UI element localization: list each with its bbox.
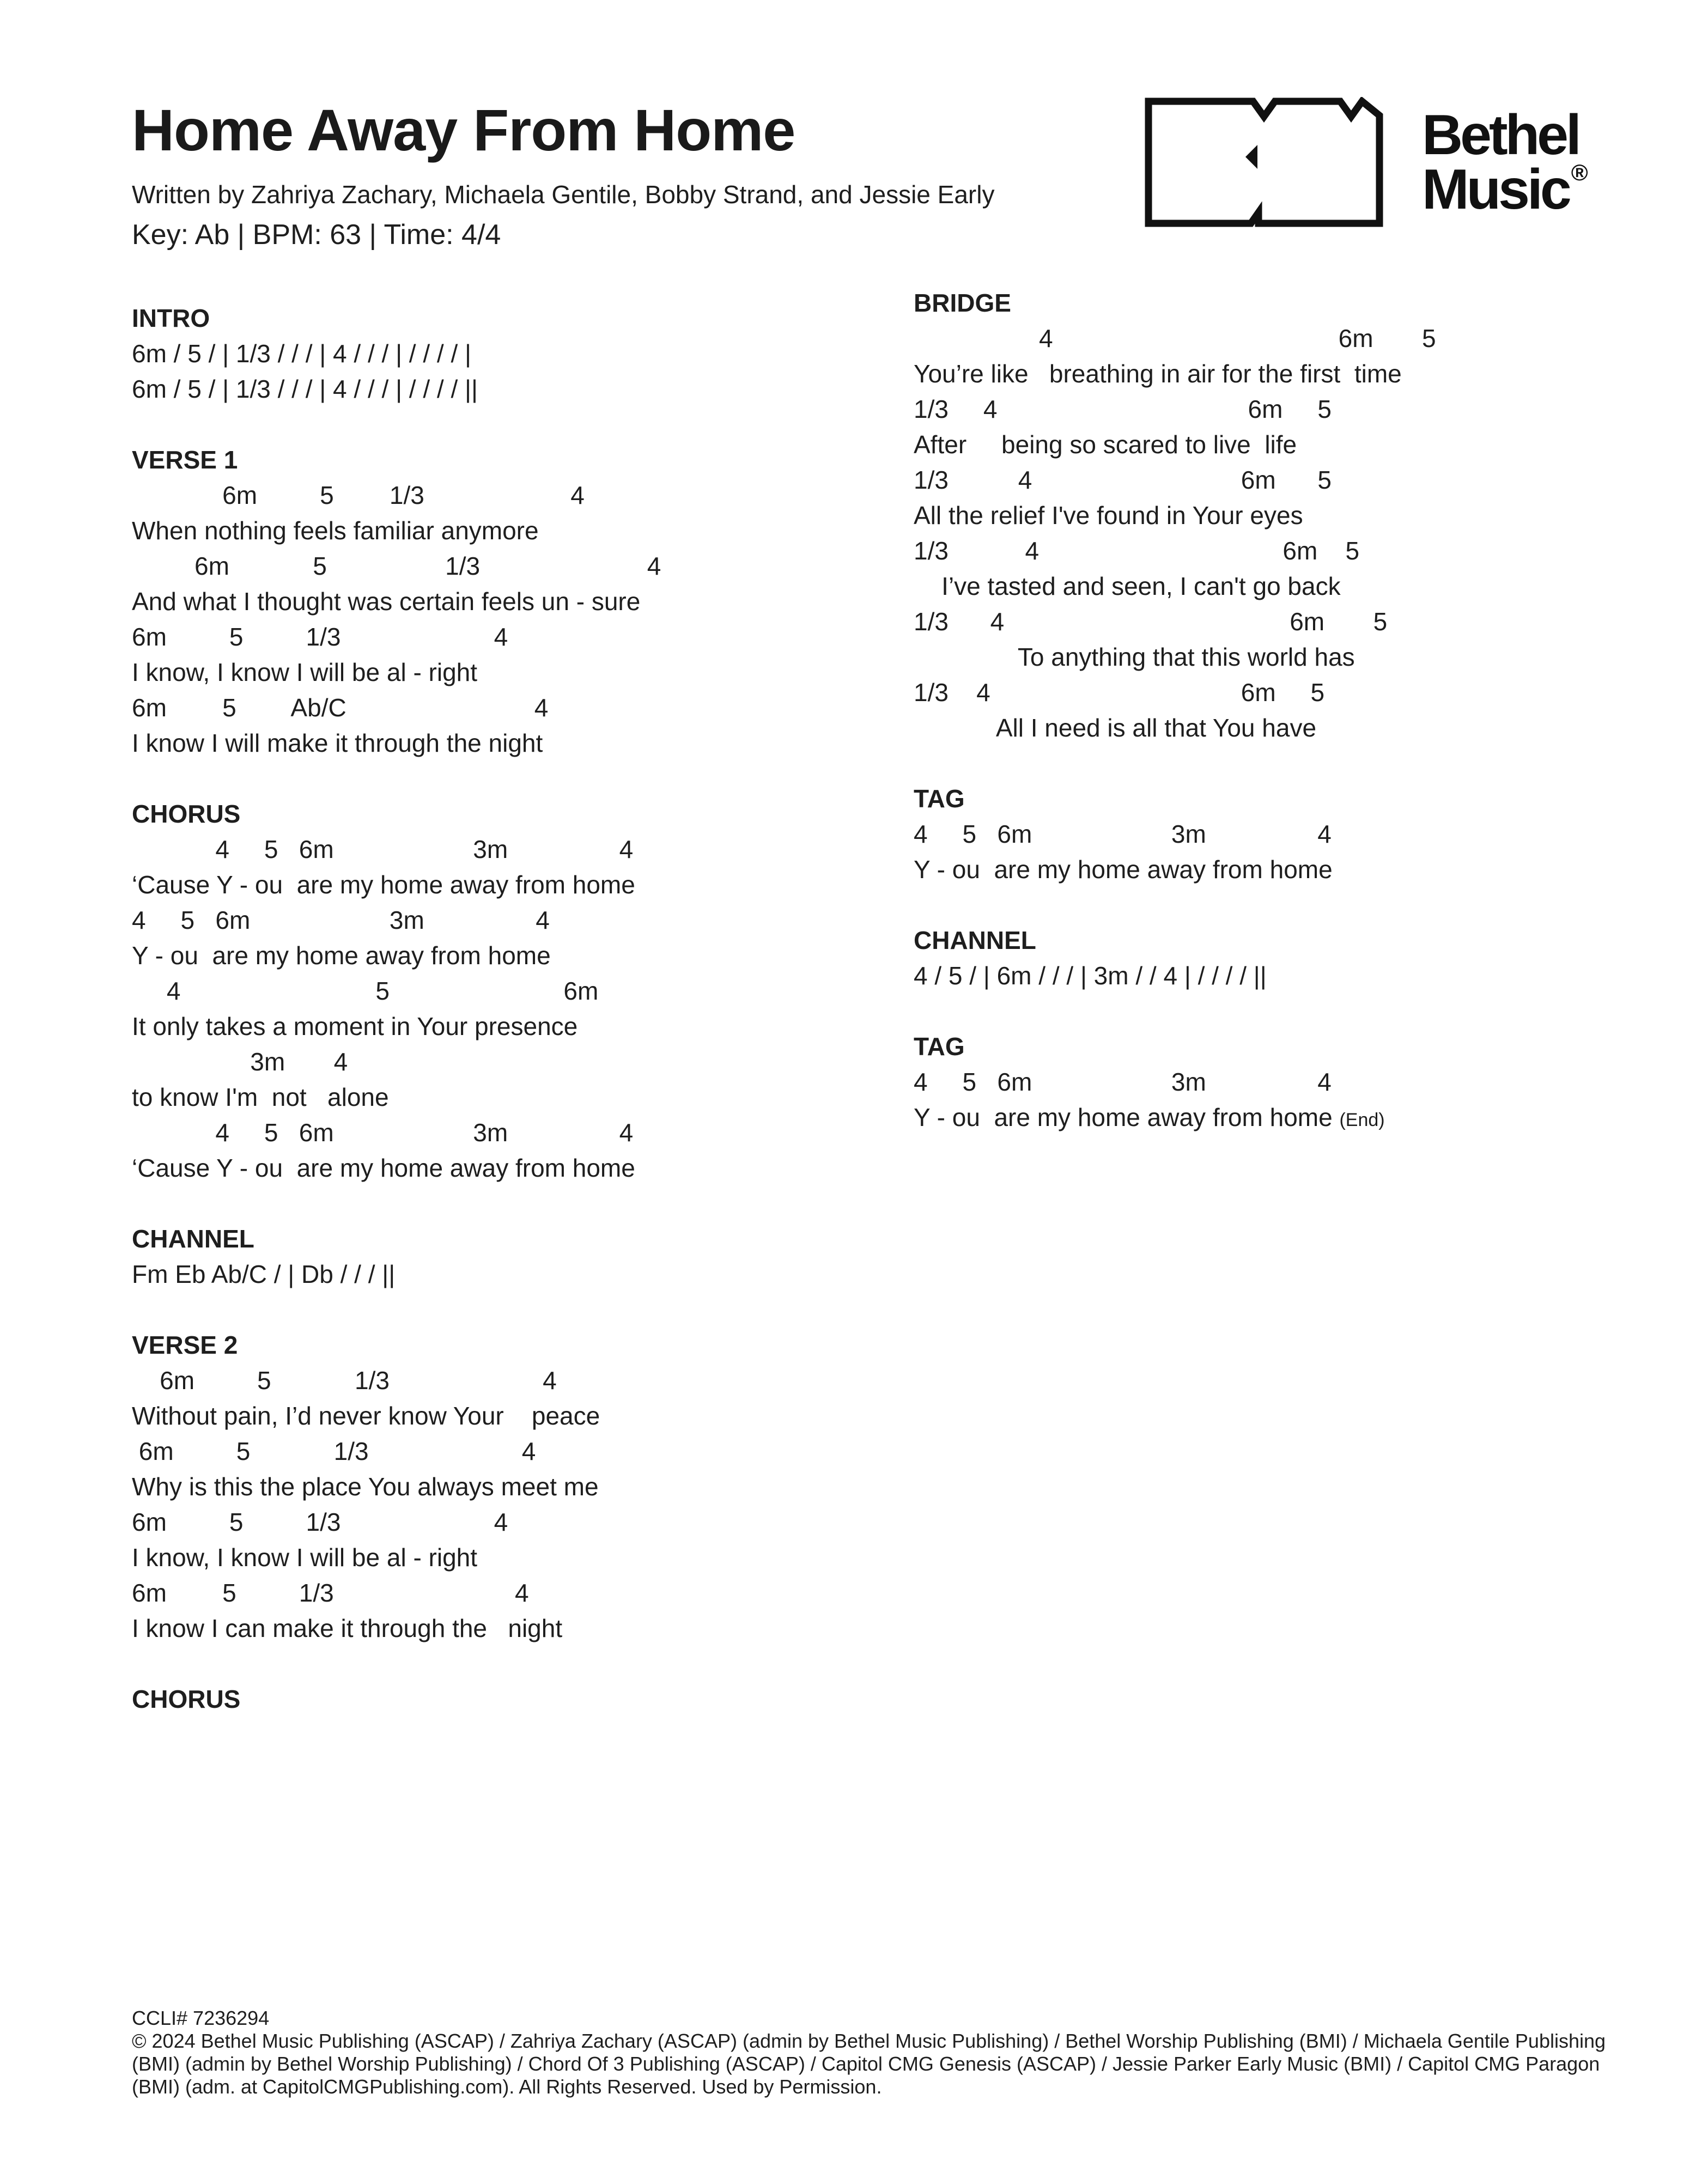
copyright-line: (BMI) (adm. at CapitolCMGPublishing.com). All Rights Reserved. Used by Permission.: [132, 2075, 882, 2098]
song-line: Why is this the place You always meet me: [132, 1472, 599, 1501]
song-line: 6m 5 1/3 4: [132, 623, 508, 651]
song-line: 4 / 5 / | 6m / / / | 3m / / 4 | / / / / ||: [914, 961, 1267, 990]
right-column: [914, 285, 1436, 1171]
song-line: I know I will make it through the night: [132, 729, 543, 757]
end-note: (End): [1339, 1110, 1385, 1130]
song-line: 6m 5 1/3 4: [132, 481, 585, 509]
section-title: INTRO: [132, 304, 210, 332]
song-line: 4 5 6m 3m 4: [132, 906, 550, 934]
song-section: [914, 1029, 1436, 1135]
song-line: I’ve tasted and seen, I can't go back: [914, 572, 1341, 600]
song-line: 6m 5 1/3 4: [132, 1437, 536, 1465]
song-line: When nothing feels familiar anymore: [132, 516, 539, 545]
song-line: 6m 5 1/3 4: [132, 1579, 529, 1607]
section-title: CHORUS: [132, 800, 241, 828]
song-line: ‘Cause Y - ou are my home away from home: [132, 1154, 635, 1182]
song-line: 6m 5 Ab/C 4: [132, 693, 549, 722]
song-section: [132, 1682, 661, 1717]
song-line: You’re like breathing in air for the first time: [914, 360, 1402, 388]
section-title: CHANNEL: [132, 1225, 254, 1253]
bethel-music-logo-icon: [1144, 97, 1384, 228]
song-line: It only takes a moment in Your presence: [132, 1012, 578, 1040]
song-line: [914, 1100, 1436, 1135]
song-line: 1/3 4 6m 5: [914, 395, 1332, 423]
bethel-music-wordmark: [1422, 104, 1588, 221]
song-line: 6m 5 1/3 4: [132, 1508, 508, 1536]
section-title: VERSE 1: [132, 446, 238, 474]
songwriter-credits: Written by Zahriya Zachary, Michaela Gentile, Bobby Strand, and Jessie Early: [132, 180, 995, 209]
copyright-line: © 2024 Bethel Music Publishing (ASCAP) / Zahriya Zachary (ASCAP) (admin by Bethel Music Publishing) / Bethel Worship Publishing (BMI) / Michaela Gentile Publishing: [132, 2030, 1606, 2052]
song-line: I know I can make it through the night: [132, 1614, 563, 1642]
song-line: 4 5 6m: [132, 977, 599, 1005]
song-section: [132, 1221, 661, 1292]
song-line: To anything that this world has: [914, 643, 1355, 671]
song-line: 6m 5 1/3 4: [132, 1366, 557, 1395]
song-line: to know I'm not alone: [132, 1083, 389, 1111]
section-title: CHANNEL: [914, 926, 1036, 954]
song-line: Fm Eb Ab/C / | Db / / / ||: [132, 1260, 396, 1288]
song-line: I know, I know I will be al - right: [132, 658, 478, 686]
song-line: All I need is all that You have: [914, 714, 1317, 742]
song-meta: Key: Ab | BPM: 63 | Time: 4/4: [132, 219, 501, 251]
song-line: Y - ou are my home away from home: [914, 855, 1333, 884]
song-line: 1/3 4 6m 5: [914, 607, 1388, 636]
song-line: After being so scared to live life: [914, 430, 1297, 459]
song-section: [914, 781, 1436, 887]
section-title: CHORUS: [132, 1685, 241, 1713]
song-line: 4 5 6m 3m 4: [914, 1068, 1332, 1096]
song-line: 4 5 6m 3m 4: [132, 835, 634, 863]
section-title: TAG: [914, 1032, 965, 1061]
section-title: VERSE 2: [132, 1331, 238, 1359]
song-line: 1/3 4 6m 5: [914, 678, 1325, 707]
song-section: [914, 923, 1436, 994]
lyric-text: Y - ou are my home away from home: [914, 1103, 1333, 1131]
song-line: 3m 4: [132, 1048, 348, 1076]
song-line: 6m / 5 / | 1/3 / / / | 4 / / / | / / / / ||: [132, 375, 478, 403]
song-line: 1/3 4 6m 5: [914, 466, 1332, 494]
song-line: Without pain, I’d never know Your peace: [132, 1402, 600, 1430]
footer: [132, 2007, 1614, 2098]
section-title: TAG: [914, 784, 965, 813]
song-line: 4 5 6m 3m 4: [914, 820, 1332, 848]
copyright-line: (BMI) (admin by Bethel Worship Publishing) / Chord Of 3 Publishing (ASCAP) / Capitol CMG Genesis (ASCAP) / Jessie Parker Early Music (BMI) / Capitol CMG Paragon: [132, 2053, 1600, 2075]
song-line: I know, I know I will be al - right: [132, 1543, 478, 1572]
ccli-number: CCLI# 7236294: [132, 2007, 270, 2029]
song-line: ‘Cause Y - ou are my home away from home: [132, 871, 635, 899]
song-title: Home Away From Home: [132, 97, 795, 163]
registered-mark: ®: [1571, 159, 1588, 185]
song-section: [132, 301, 661, 407]
song-section: [914, 285, 1436, 746]
left-column: [132, 301, 661, 1752]
section-title: BRIDGE: [914, 289, 1011, 317]
song-line: All the relief I've found in Your eyes: [914, 501, 1303, 529]
song-line: 4 5 6m 3m 4: [132, 1118, 634, 1147]
logo-word-music: Music: [1422, 157, 1569, 221]
logo-word-bethel: Bethel: [1422, 104, 1579, 167]
song-line: Y - ou are my home away from home: [132, 941, 551, 970]
song-line: 1/3 4 6m 5: [914, 537, 1360, 565]
song-line: 4 6m 5: [914, 324, 1436, 352]
song-section: [132, 1328, 661, 1646]
song-line: 6m / 5 / | 1/3 / / / | 4 / / / | / / / / |: [132, 339, 471, 368]
song-section: [132, 442, 661, 761]
song-section: [132, 796, 661, 1186]
song-line: 6m 5 1/3 4: [132, 552, 661, 580]
song-line: And what I thought was certain feels un - sure: [132, 587, 641, 616]
